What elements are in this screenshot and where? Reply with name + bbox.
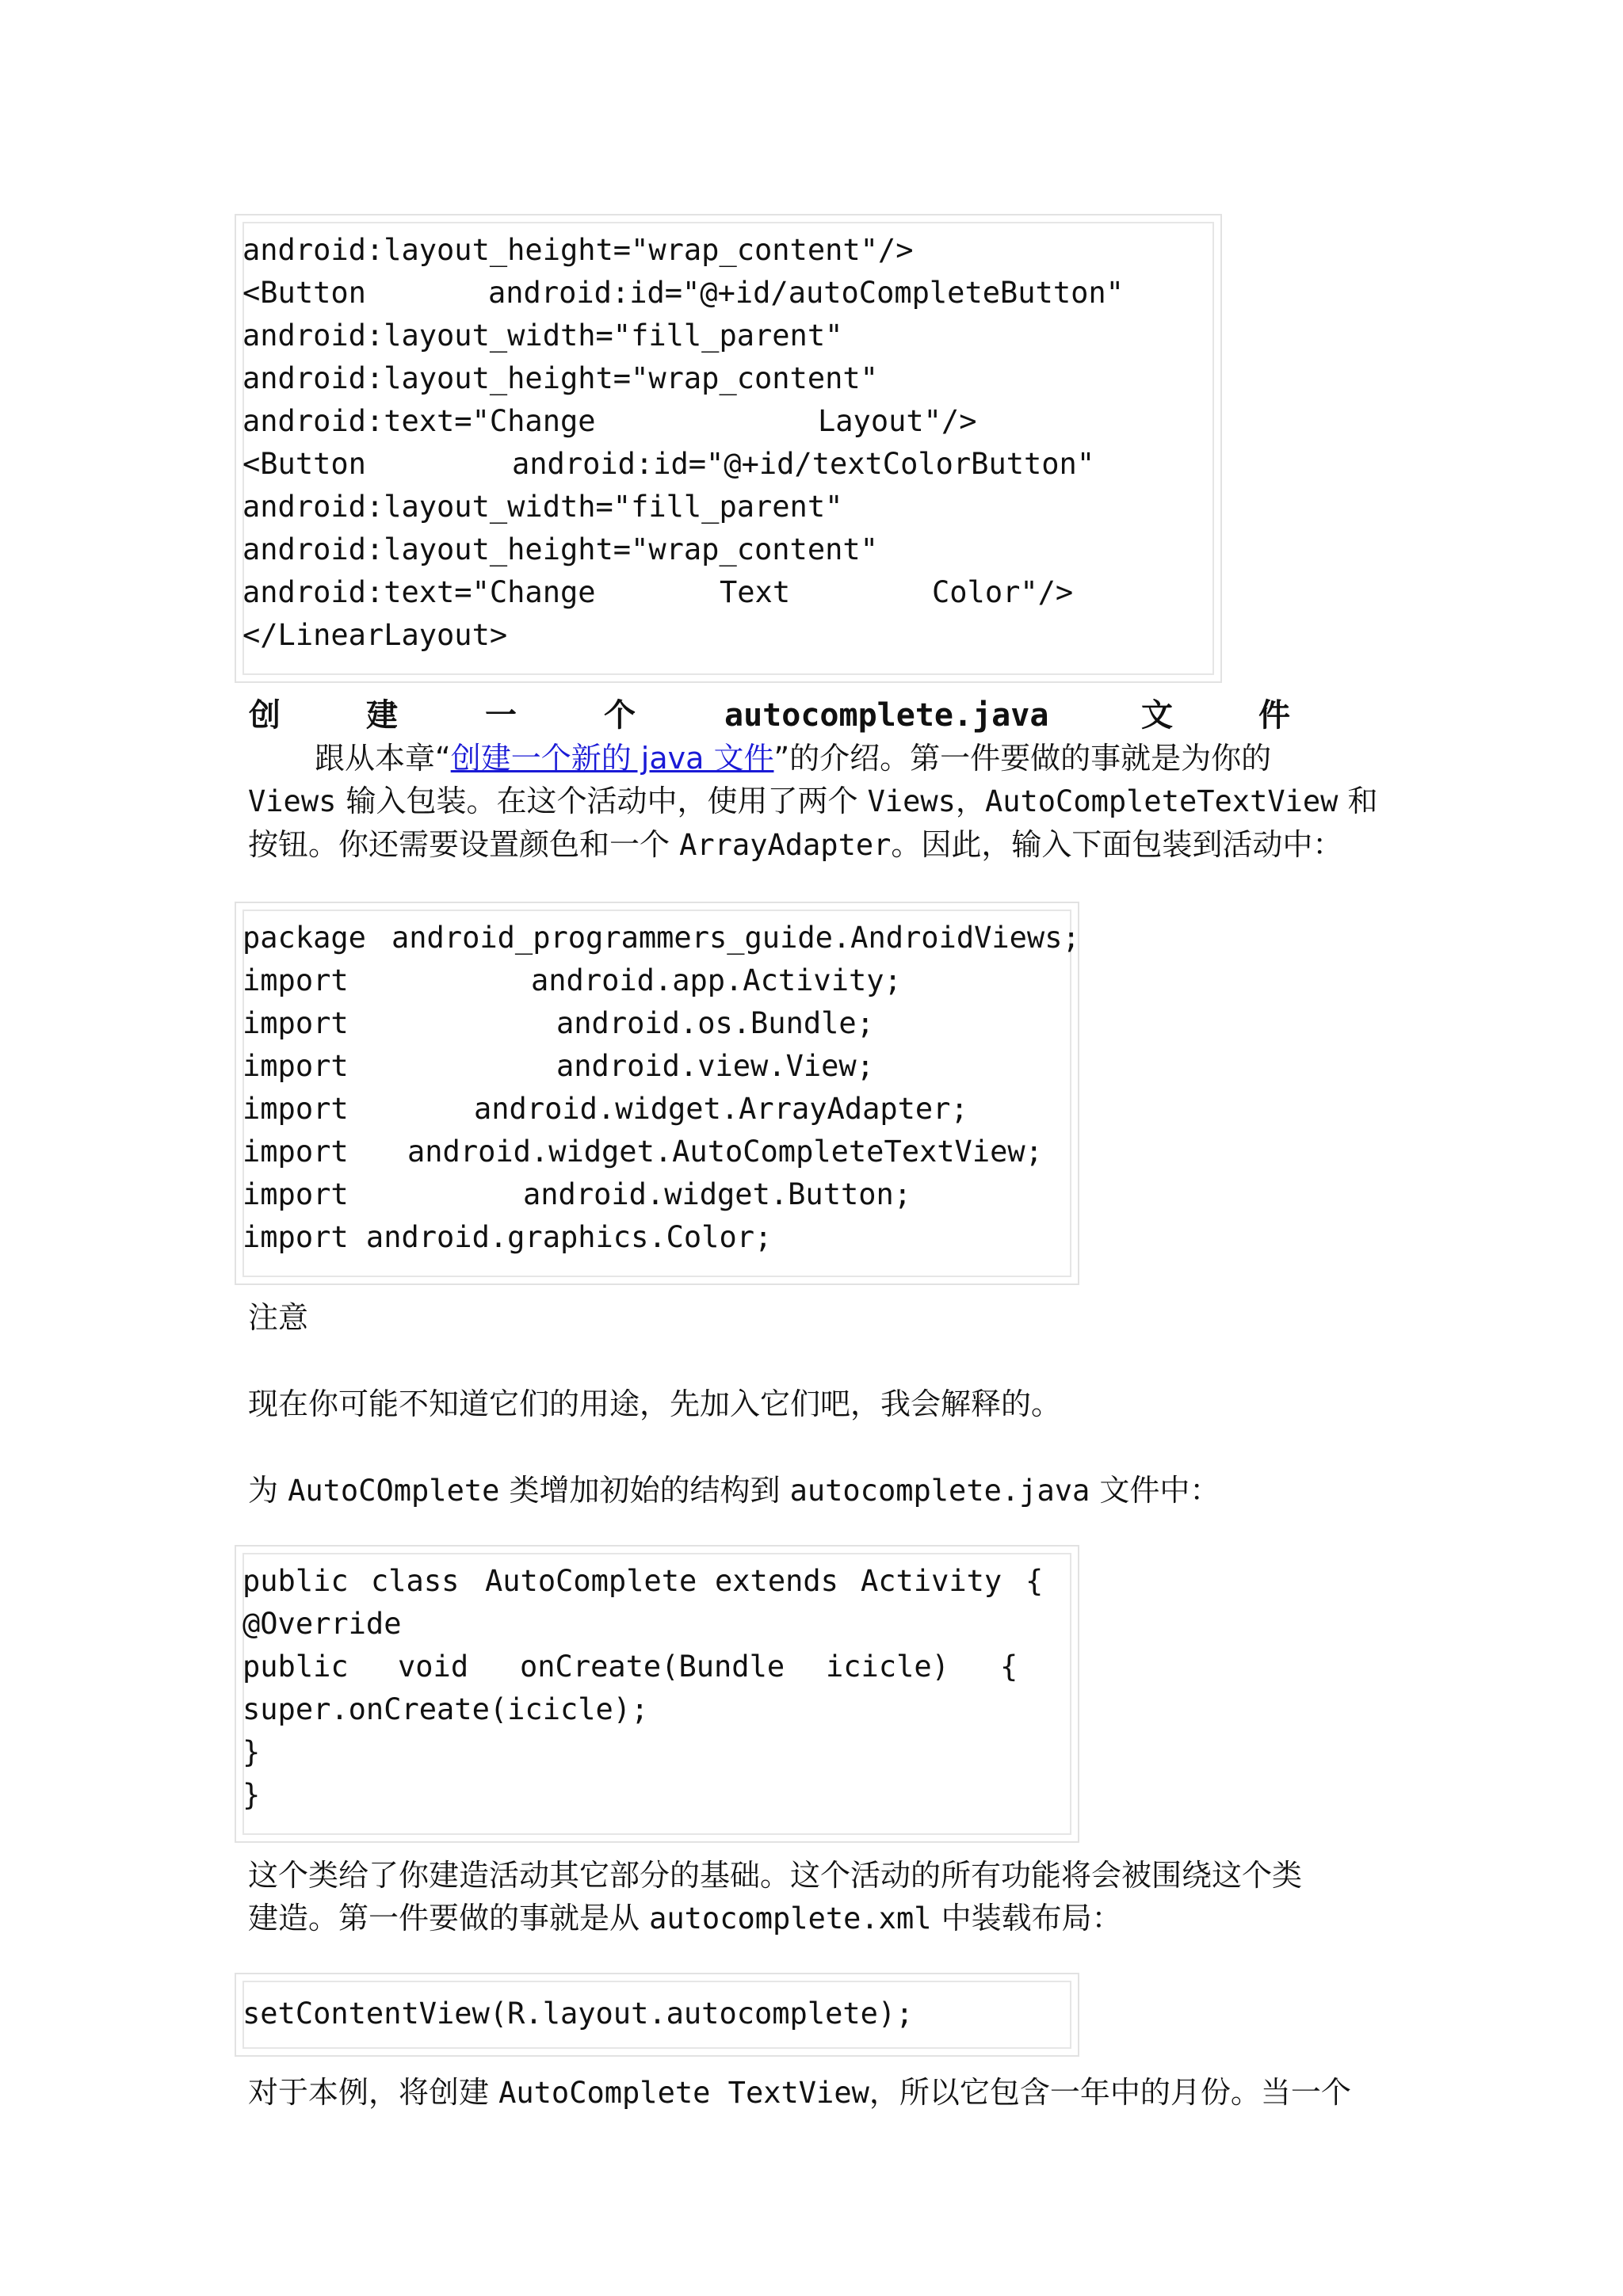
code-token: extends	[715, 1564, 838, 1598]
code-line: </LinearLayout>	[242, 618, 508, 652]
widget-name: AutoComplete TextView	[498, 2076, 869, 2110]
heading-char: 件	[1258, 697, 1290, 734]
code-line: android:id="@+id/autoCompleteButton"	[488, 276, 1124, 310]
code-line: android.widget.ArrayAdapter;	[474, 1092, 968, 1126]
code-token: Activity	[861, 1564, 1002, 1598]
intro-text: 。因此，输入下面包装到活动中：	[891, 827, 1343, 862]
intro-text: 和	[1338, 784, 1378, 818]
add-structure-text	[248, 1469, 1391, 1512]
text: 文件中：	[1090, 1473, 1220, 1508]
code-token: icicle)	[826, 1650, 949, 1684]
code-keyword: import	[242, 1092, 349, 1126]
code-line: android.app.Activity;	[531, 963, 902, 997]
code-keyword: import	[242, 1006, 349, 1040]
code-token: AutoComplete	[485, 1564, 697, 1598]
code-line: android:layout_height="wrap_content"	[242, 361, 878, 395]
code-token: {	[1025, 1564, 1044, 1598]
note-text: 现在你可能不知道它们的用途，先加入它们吧，我会解释的。	[248, 1386, 1062, 1421]
heading-char: 创	[249, 697, 281, 734]
code-line: android:layout_height="wrap_content"/>	[242, 233, 914, 267]
code-line: Text	[720, 575, 791, 609]
intro-line-1	[248, 737, 1391, 780]
code-token: public	[242, 1650, 349, 1684]
code-keyword: package	[242, 921, 366, 955]
intro-pre-link: 跟从本章“	[315, 741, 451, 776]
final-paragraph	[248, 2071, 1391, 2115]
intro-arrayadapter: ArrayAdapter	[679, 828, 892, 862]
code-line: android:text="Change	[242, 575, 596, 609]
code-line: super.onCreate(icicle);	[242, 1692, 649, 1726]
code-line: @Override	[242, 1607, 402, 1641]
text: 为	[248, 1473, 288, 1508]
text: 中装载布局：	[931, 1901, 1122, 1936]
code-line: Color"/>	[932, 575, 1074, 609]
heading-char: 文	[1141, 697, 1173, 734]
code-keyword: import	[242, 1135, 349, 1169]
code-token: class	[371, 1564, 460, 1598]
intro-widgets: Views，AutoCompleteTextView	[867, 784, 1338, 818]
code-token: void	[398, 1650, 469, 1684]
code-line: android:id="@+id/textColorButton"	[512, 447, 1095, 481]
code-line: android.os.Bundle;	[556, 1006, 874, 1040]
intro-paragraph	[248, 737, 1391, 867]
intro-text: 输入包装。在这个活动中，使用了两个	[336, 784, 868, 818]
code-line: <Button	[242, 447, 366, 481]
code-keyword: import	[242, 1177, 349, 1211]
file-name: autocomplete.xml	[649, 1901, 932, 1936]
intro-line-2	[248, 780, 1391, 823]
text: 类增加初始的结构到	[499, 1473, 790, 1508]
base-line-2	[248, 1897, 1391, 1940]
code-line: Layout"/>	[818, 404, 977, 438]
code-token: onCreate(Bundle	[520, 1650, 785, 1684]
file-name: autocomplete.java	[789, 1474, 1090, 1508]
code-keyword: import	[242, 1049, 349, 1083]
intro-post-link: ”的介绍。第一件要做的事就是为你的	[773, 741, 1272, 776]
base-paragraph	[248, 1854, 1391, 1940]
code-line: }	[242, 1735, 261, 1769]
chapter-link[interactable]: 创建一个新的 java 文件	[450, 741, 774, 776]
heading-filename: autocomplete.java	[724, 697, 1049, 734]
heading-char: 一	[485, 697, 517, 734]
text: 对于本例，将创建	[248, 2075, 499, 2110]
code-line: android:layout_width="fill_parent"	[242, 318, 843, 353]
code-line: setContentView(R.layout.autocomplete);	[242, 1997, 914, 2031]
intro-views: Views	[248, 784, 337, 818]
note-label: 注意	[248, 1300, 309, 1335]
code-line: }	[242, 1778, 261, 1812]
text: 建造。第一件要做的事就是从	[248, 1901, 650, 1936]
intro-text: 按钮。你还需要设置颜色和一个	[248, 827, 680, 862]
heading-char: 个	[604, 697, 636, 734]
intro-line-3	[248, 823, 1391, 867]
text: ，所以它包含一年中的月份。当一个	[869, 2075, 1351, 2110]
code-line: <Button	[242, 276, 366, 310]
class-name: AutoCOmplete	[288, 1474, 500, 1508]
code-line: android.widget.AutoCompleteTextView;	[407, 1135, 1043, 1169]
code-line: android:text="Change	[242, 404, 596, 438]
code-line: android_programmers_guide.AndroidViews;	[391, 921, 1080, 955]
heading-char: 建	[366, 697, 398, 734]
code-line: android:layout_width="fill_parent"	[242, 490, 843, 524]
code-line: android.view.View;	[556, 1049, 874, 1083]
code-token: {	[1000, 1650, 1018, 1684]
code-token: public	[242, 1564, 349, 1598]
code-keyword: import	[242, 963, 349, 997]
code-line: android:layout_height="wrap_content"	[242, 532, 878, 566]
code-line: android.widget.Button;	[523, 1177, 912, 1211]
code-line: import android.graphics.Color;	[242, 1220, 773, 1254]
base-line-1: 这个类给了你建造活动其它部分的基础。这个活动的所有功能将会被围绕这个类	[248, 1858, 1303, 1893]
